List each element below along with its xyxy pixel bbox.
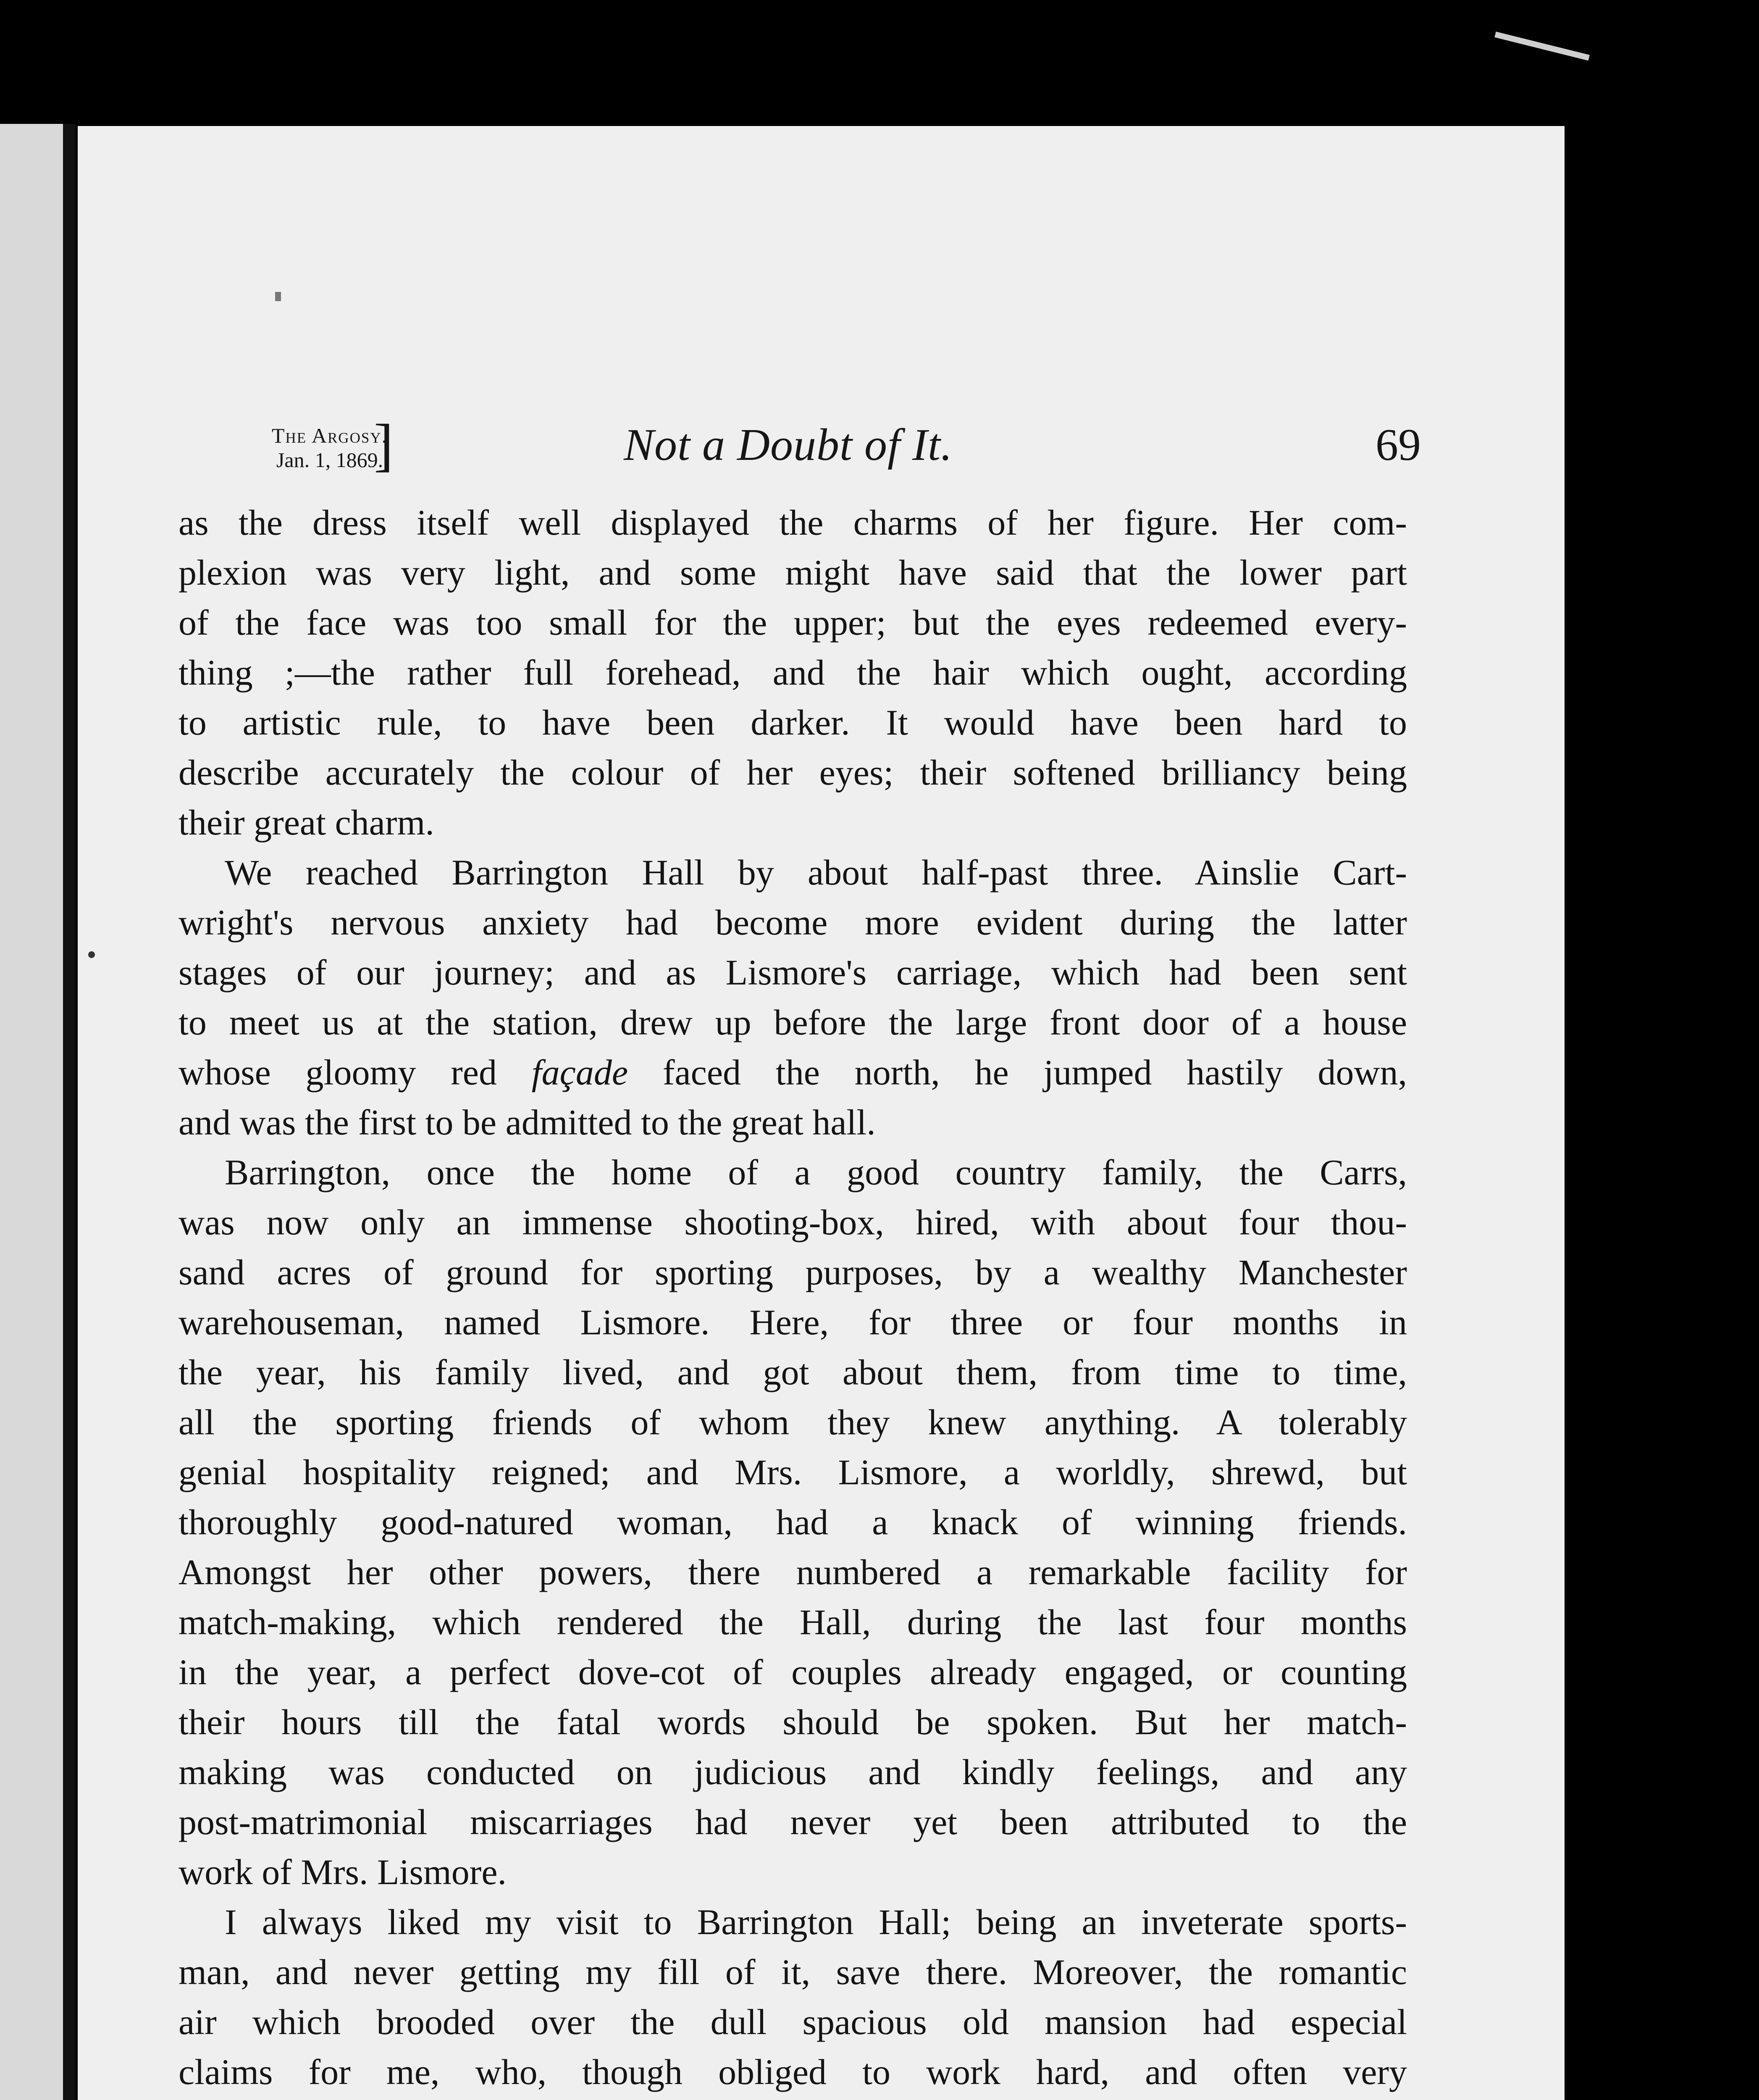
margin-dot [88,951,95,958]
text-line: thoroughly good-natured woman, had a knack of winning friends. [179,1502,1407,1542]
text-line: genial hospitality reigned; and Mrs. Lismore, a worldly, shrewd, but [179,1452,1407,1492]
text-line: making was conducted on judicious and kindly feelings, and any [179,1752,1407,1792]
text-line: post-matrimonial miscarriages had never yet been attributed to the [179,1802,1407,1842]
text-line: Amongst her other powers, there numbered a remarkable facility for [179,1552,1407,1592]
text-line: stages of our journey; and as Lismore's carriage, which had been sent [179,952,1407,992]
header-issue-date: Jan. 1, 1869. [276,448,383,472]
text-line: and was the first to be admitted to the great hall. [179,1102,876,1142]
film-scratch [1494,32,1590,60]
header-magazine-name: The Argosy. [271,424,388,447]
running-title: Not a Doubt of It. [624,420,953,470]
book-page [78,126,1565,2100]
italic-word: façade [531,1052,628,1092]
text-line: plexion was very light, and some might have said that the lower part [179,552,1407,593]
text-line: all the sporting friends of whom they knew anything. A tolerably [179,1402,1407,1442]
header-magazine-info [204,423,456,472]
text-line: sand acres of ground for sporting purposes, by a wealthy Manchester [179,1252,1407,1292]
print-speck [275,292,281,301]
header-bracket: ] [374,412,394,478]
text-line: their hours till the fatal words should be spoken. But her match- [179,1702,1407,1742]
running-header [78,412,1565,483]
text-line: of the face was too small for the upper; but the eyes redeemed every- [179,602,1407,643]
book-gutter [63,124,76,2100]
text-line: whose gloomy red façade faced the north, he jumped hastily down, [179,1052,1407,1092]
text-line: warehouseman, named Lismore. Here, for three or four months in [179,1302,1407,1342]
text-line: Barrington, once the home of a good country family, the Carrs, [225,1152,1407,1192]
text-line [179,2097,1407,2100]
adjacent-page-edge [0,124,71,2100]
text-line: was now only an immense shooting-box, hired, with about four thou- [179,1202,1407,1242]
page-number: 69 [1376,420,1421,470]
text-line: as the dress itself well displayed the charms of her figure. Her com- [179,502,1407,543]
text-line: describe accurately the colour of her eyes; their softened brilliancy being [179,752,1407,793]
text-line: in the year, a perfect dove-cot of couples already engaged, or counting [179,1652,1407,1692]
text-line: the year, his family lived, and got about them, from time to time, [179,1352,1407,1392]
text-line: We reached Barrington Hall by about half-past three. Ainslie Cart- [225,852,1407,892]
text-line: to artistic rule, to have been darker. It would have been hard to [179,702,1407,743]
text-line: man, and never getting my fill of it, save there. Moreover, the romantic [179,1952,1407,1992]
text-line: their great charm. [179,802,434,843]
body-text [179,498,1407,2100]
text-line: thing ;—the rather full forehead, and the hair which ought, according [179,652,1407,693]
text-line: to meet us at the station, drew up before the large front door of a house [179,1002,1407,1042]
text-line: air which brooded over the dull spacious old mansion had especial [179,2002,1407,2042]
text-line: match-making, which rendered the Hall, during the last four months [179,1602,1407,1642]
text-line: wright's nervous anxiety had become more evident during the latter [179,902,1407,942]
text-line: claims for me, who, though obliged to work hard, and often very [179,2052,1407,2092]
text-line: work of Mrs. Lismore. [179,1852,507,1892]
text-line: I always liked my visit to Barrington Hall; being an inveterate sports- [225,1902,1407,1942]
